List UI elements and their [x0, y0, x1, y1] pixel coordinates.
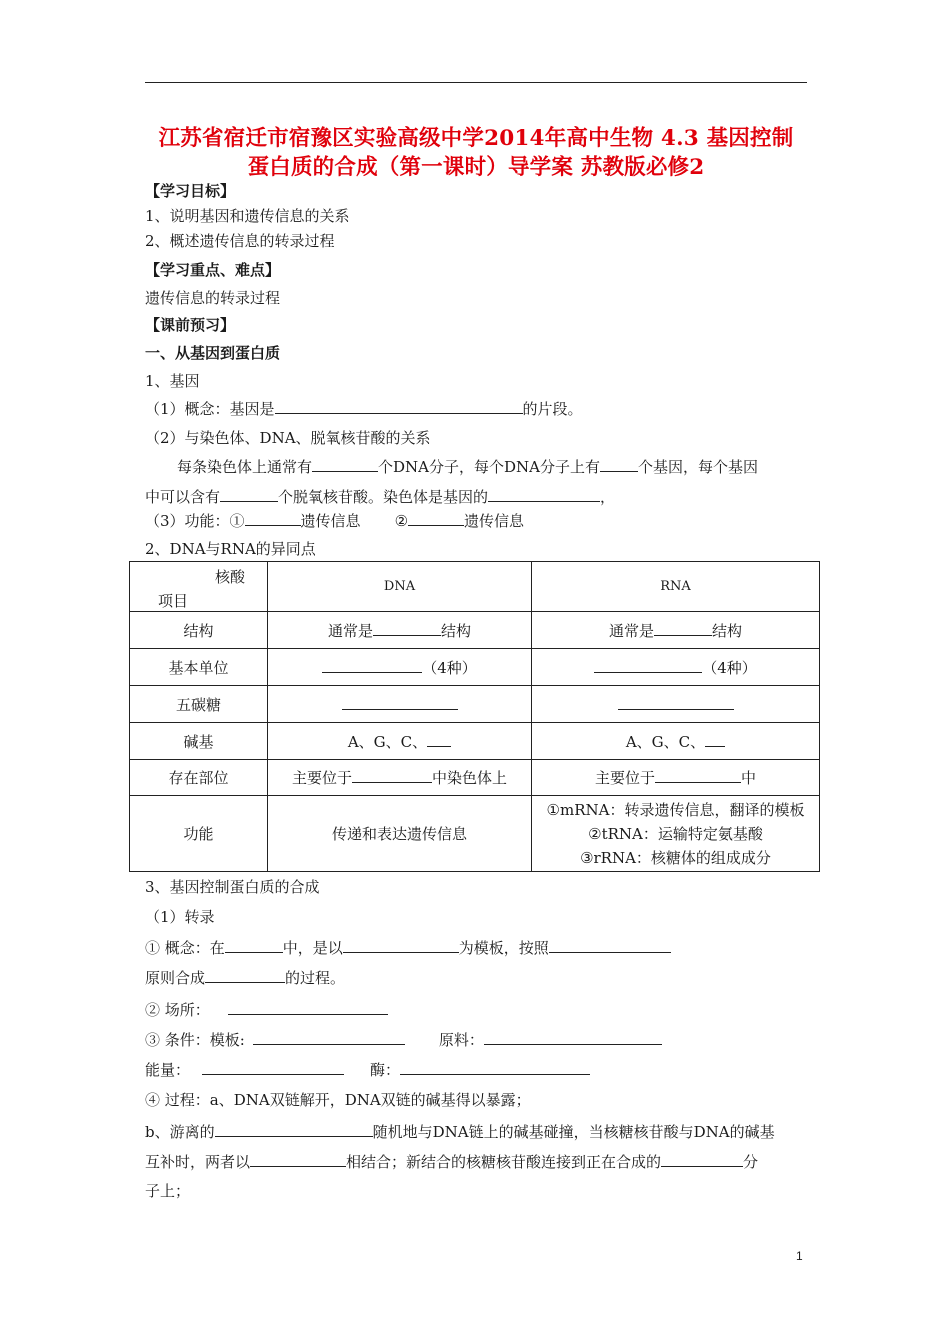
gene-concept-line: [145, 398, 583, 420]
header-rule: [145, 82, 807, 83]
dna-base-cell: [268, 723, 532, 760]
concept-prefix: （1）概念：基因是: [145, 400, 275, 418]
rna-location-cell: [532, 760, 820, 796]
process-b-line-3: 子上；: [145, 1182, 191, 1200]
dna-unit-blank[interactable]: [322, 657, 422, 673]
rel1-text-b: 个DNA分子，每个DNA分子上有: [378, 458, 600, 476]
concept-text-e: 的过程。: [285, 969, 346, 987]
process-b-line-2: [145, 1151, 758, 1173]
row-label-pentose: 五碳糖: [130, 686, 268, 723]
dna-rna-comparison-table: [129, 561, 820, 872]
cell-text: A、G、C、: [625, 732, 706, 751]
rna-sugar-cell: [532, 686, 820, 723]
table-row: [130, 760, 820, 796]
relation-heading: （2）与染色体、DNA、脱氧核苷酸的关系: [145, 429, 431, 447]
concept-text-b: 中，是以: [282, 939, 343, 957]
cell-text: 中: [741, 769, 757, 787]
rel1-text-c: 个基因，每个基因: [638, 458, 759, 476]
document-title: [140, 124, 812, 182]
rna-location-blank[interactable]: [655, 767, 741, 783]
table-row: [130, 649, 820, 686]
concept-text-c: 为模板，按照: [458, 939, 549, 957]
table-row: [130, 612, 820, 649]
rna-structure-blank[interactable]: [654, 620, 712, 636]
table-row: [130, 723, 820, 760]
material-blank[interactable]: [484, 1029, 662, 1045]
preview-header: 【课前预习】: [145, 316, 236, 334]
rna-structure-cell: [532, 612, 820, 649]
enzyme-blank[interactable]: [400, 1059, 590, 1075]
condition-template-blank[interactable]: [253, 1029, 405, 1045]
row-label-function: 功能: [130, 796, 268, 872]
rna-sugar-blank[interactable]: [618, 694, 734, 710]
concept-text-d: 原则合成: [145, 969, 206, 987]
conditions-line: [145, 1029, 662, 1051]
cell-text: 结构: [441, 621, 472, 640]
column-dna: DNA: [268, 562, 532, 612]
row-label-base: 碱基: [130, 723, 268, 760]
table-header-row: [130, 562, 820, 612]
goal-1: 1、说明基因和遗传信息的关系: [145, 207, 350, 225]
relation-line-2: [145, 486, 615, 508]
principle-blank[interactable]: [549, 937, 671, 953]
page-number: 1: [796, 1249, 803, 1263]
nucleotide-count-blank[interactable]: [220, 486, 278, 502]
cell-text: 通常是: [608, 621, 654, 640]
rna-base-blank[interactable]: [705, 731, 725, 747]
cell-text: （4种）: [702, 658, 757, 677]
rna-unit-cell: [532, 649, 820, 686]
row-label-structure: 结构: [130, 612, 268, 649]
function-blank-2[interactable]: [408, 510, 464, 526]
trna-function: ②tRNA：运输特定氨基酸: [588, 824, 763, 843]
row-label-location: 存在部位: [130, 760, 268, 796]
column-rna: RNA: [532, 562, 820, 612]
dna-location-blank[interactable]: [352, 767, 432, 783]
keypoints-header: 【学习重点、难点】: [145, 261, 281, 279]
free-nucleotide-blank[interactable]: [215, 1121, 373, 1137]
relation-line-1: [177, 456, 758, 478]
rel2-text-b: 个脱氧核苷酸。染色体是基因的: [278, 488, 489, 506]
cell-text: A、G、C、: [347, 732, 428, 751]
transcription-location-blank[interactable]: [225, 937, 283, 953]
process-b-text-d: 相结合；新结合的核糖核苷酸连接到正在合成的: [346, 1153, 662, 1171]
func-text-d: 遗传信息: [464, 512, 525, 530]
goal-2: 2、概述遗传信息的转录过程: [145, 232, 335, 250]
site-blank[interactable]: [228, 999, 388, 1015]
process-b-text-c: 互补时，两者以: [145, 1153, 251, 1171]
dna-structure-blank[interactable]: [373, 620, 441, 636]
product-blank[interactable]: [205, 967, 285, 983]
cell-text: 通常是: [327, 621, 373, 640]
function-blank-1[interactable]: [245, 510, 301, 526]
transcription-heading: （1）转录: [145, 908, 215, 926]
process-b-line-1: [145, 1121, 775, 1143]
dna-location-cell: [268, 760, 532, 796]
func-text-c: ②: [394, 512, 409, 530]
transcription-concept-line-2: [145, 967, 345, 989]
dna-sugar-cell: [268, 686, 532, 723]
gene-count-blank[interactable]: [600, 456, 638, 472]
function-line: [145, 510, 524, 532]
dna-unit-cell: [268, 649, 532, 686]
cell-text: 中染色体上: [432, 769, 508, 787]
func-text-b: 遗传信息: [300, 512, 361, 530]
dna-structure-cell: [268, 612, 532, 649]
rel2-text-a: 中可以含有: [145, 488, 221, 506]
process-b-text-a: b、游离的: [145, 1123, 215, 1141]
concept-text-a: ① 概念：在: [145, 939, 225, 957]
header-item: 项目: [158, 592, 189, 610]
cell-text: 主要位于: [291, 769, 352, 787]
dna-rna-heading: 2、DNA与RNA的异同点: [145, 540, 316, 558]
table-row: [130, 686, 820, 723]
site-line: [145, 999, 388, 1021]
process-line: ④ 过程：a、DNA双链解开，DNA双链的碱基得以暴露；: [145, 1091, 531, 1109]
rel2-text-c: ，: [600, 488, 616, 506]
func-text-a: （3）功能：①: [145, 512, 245, 530]
synthesis-heading: 3、基因控制蛋白质的合成: [145, 878, 320, 896]
dna-count-blank[interactable]: [312, 456, 378, 472]
title-line-2: 蛋白质的合成（第一课时）导学案 苏教版必修2: [247, 155, 705, 180]
header-nucleic-acid: 核酸: [215, 568, 246, 586]
transcription-concept-line-1: [145, 937, 671, 959]
rrna-function: ③rRNA：核糖体的组成成分: [580, 848, 771, 867]
cell-text: 结构: [712, 621, 743, 640]
energy-label: 能量：: [145, 1061, 191, 1079]
rna-function-cell: [532, 796, 820, 872]
rel1-text-a: 每条染色体上通常有: [177, 458, 313, 476]
mrna-function: ①mRNA：转录遗传信息，翻译的模板: [546, 800, 805, 819]
enzyme-label: 酶：: [370, 1061, 401, 1079]
table-corner-cell: [130, 562, 268, 612]
part1-heading: 一、从基因到蛋白质: [145, 344, 281, 362]
molecule-blank[interactable]: [661, 1151, 743, 1167]
template-label: ③ 条件：模板:: [145, 1031, 245, 1049]
carrier-blank[interactable]: [488, 486, 600, 502]
process-b-text-e: 分: [743, 1153, 759, 1171]
concept-blank[interactable]: [275, 398, 523, 414]
dna-base-blank[interactable]: [427, 731, 451, 747]
process-b-text-b: 随机地与DNA链上的碱基碰撞，当核糖核苷酸与DNA的碱基: [372, 1123, 775, 1141]
gene-heading: 1、基因: [145, 372, 200, 390]
site-label: ② 场所：: [145, 1001, 210, 1019]
row-label-basic-unit: 基本单位: [130, 649, 268, 686]
concept-suffix: 的片段。: [522, 400, 583, 418]
dna-function-cell: 传递和表达遗传信息: [268, 796, 532, 872]
dna-sugar-blank[interactable]: [342, 694, 458, 710]
rna-base-cell: [532, 723, 820, 760]
material-label: 原料：: [438, 1031, 484, 1049]
title-line-1: 江苏省宿迁市宿豫区实验高级中学2014年高中生物 4.3 基因控制: [158, 126, 794, 151]
cell-text: （4种）: [422, 658, 477, 677]
cell-text: 主要位于: [594, 769, 655, 787]
rna-unit-blank[interactable]: [594, 657, 702, 673]
keypoint: 遗传信息的转录过程: [145, 289, 281, 307]
table-row: [130, 796, 820, 872]
goals-header: 【学习目标】: [145, 182, 236, 200]
template-blank[interactable]: [343, 937, 459, 953]
energy-blank[interactable]: [202, 1059, 344, 1075]
bond-blank[interactable]: [250, 1151, 346, 1167]
energy-enzyme-line: [145, 1059, 590, 1081]
